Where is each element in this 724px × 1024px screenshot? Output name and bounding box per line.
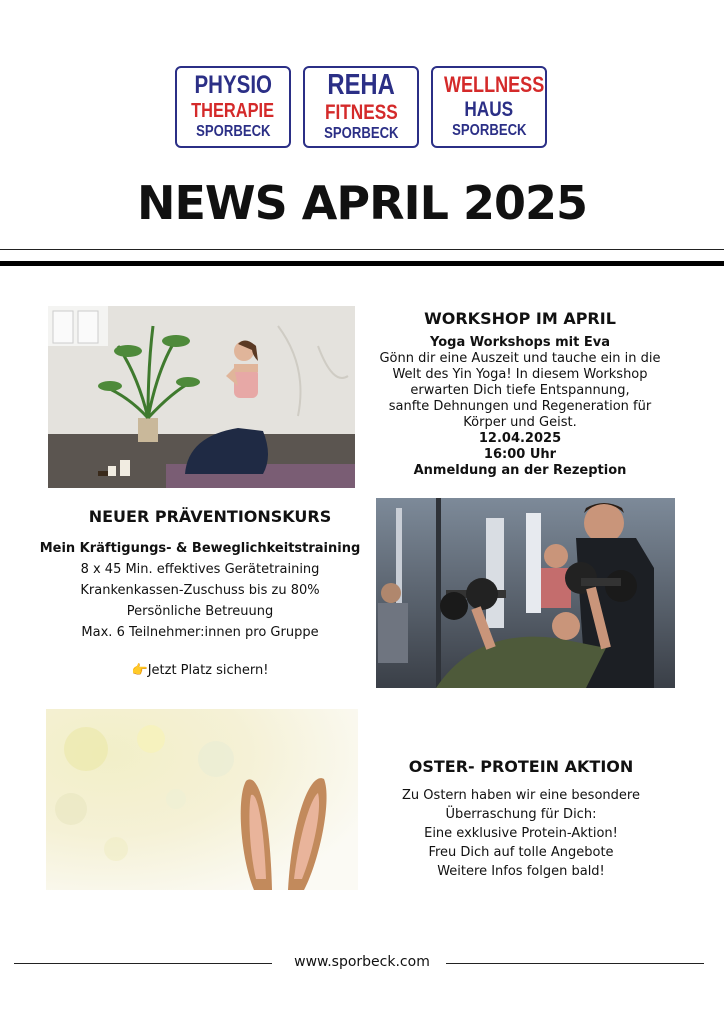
workshop-line: Welt des Yin Yoga! In diesem Workshop [392, 367, 648, 382]
workshop-line: Körper und Geist. [463, 415, 577, 430]
course-line: Persönliche Betreuung [126, 604, 274, 619]
easter-heading: OSTER- PROTEIN AKTION [408, 757, 634, 776]
course-text [30, 538, 370, 681]
workshop-date: 12.04.2025 [478, 431, 562, 446]
workshop-text [356, 335, 684, 479]
easter-bunny-photo [46, 709, 358, 890]
course-line: 8 x 45 Min. effektives Gerätetraining [80, 562, 320, 577]
workshop-line: sanfte Dehnungen und Regeneration für [388, 399, 652, 414]
divider-thick [0, 261, 724, 266]
easter-line: Weitere Infos folgen bald! [437, 864, 605, 879]
workshop-registration: Anmeldung an der Rezeption [413, 463, 627, 478]
easter-line: Eine exklusive Protein-Aktion! [424, 826, 618, 841]
workshop-line: Gönn dir eine Auszeit und tauche ein in die [379, 351, 661, 366]
workshop-subtitle: Yoga Workshops mit Eva [430, 335, 610, 350]
course-line: Krankenkassen-Zuschuss bis zu 80% [80, 583, 320, 598]
course-subtitle: Mein Kräftigungs- & Beweglichkeitstraining [39, 541, 361, 556]
workshop-time: 16:00 Uhr [483, 447, 557, 462]
divider-thin [0, 249, 724, 250]
easter-text [356, 786, 686, 881]
reha-fitness-logo: REHA FITNESS SPORBECK [303, 66, 419, 148]
yoga-photo [48, 306, 355, 488]
easter-line: Zu Ostern haben wir eine besondere [402, 788, 640, 803]
pointing-hand-icon: 👉 [131, 663, 148, 678]
easter-line: Freu Dich auf tolle Angebote [428, 845, 614, 860]
physio-therapie-logo: PHYSIO THERAPIE SPORBECK [175, 66, 291, 148]
easter-line: Überraschung für Dich: [445, 807, 597, 822]
wellness-haus-logo: WELLNESS HAUS SPORBECK [431, 66, 547, 148]
workshop-heading: WORKSHOP IM APRIL [424, 309, 616, 328]
course-cta: 👉Jetzt Platz sichern! [131, 663, 269, 678]
page-title: NEWS APRIL 2025 [136, 176, 587, 230]
course-heading: NEUER PRÄVENTIONSKURS [88, 507, 332, 526]
workshop-line: erwarten Dich tiefe Entspannung, [410, 383, 630, 398]
gym-training-photo [376, 498, 675, 688]
website-link[interactable]: www.sporbeck.com [294, 954, 430, 970]
course-line: Max. 6 Teilnehmer:innen pro Gruppe [81, 625, 319, 640]
